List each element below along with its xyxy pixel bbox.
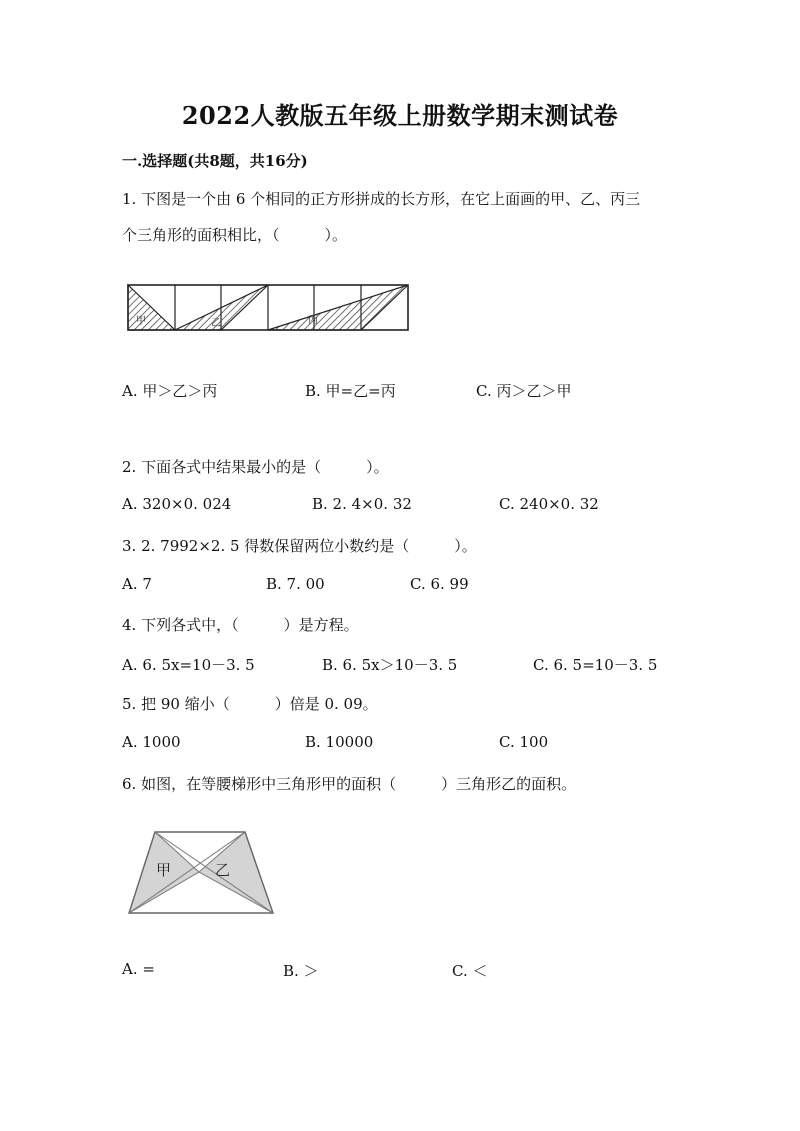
question-1-text-cont: 个三角形的面积相比，（ ）。	[122, 226, 348, 244]
question-2-text: 2. 下面各式中结果最小的是（ ）。	[122, 458, 389, 476]
q2-option-b[interactable]: B. 2. 4×0. 32	[312, 495, 412, 513]
q1-option-a[interactable]: A. 甲＞乙＞丙	[122, 382, 218, 400]
trapezoid-figure	[125, 828, 277, 916]
section-heading: 一.选择题(共8题，共16分)	[122, 152, 308, 170]
q2-option-c[interactable]: C. 240×0. 32	[499, 495, 599, 513]
q3-option-a[interactable]: A. 7	[122, 575, 152, 593]
figure-label-yi: 乙	[215, 861, 231, 879]
rectangle-figure	[126, 281, 412, 333]
question-1-text: 1. 下图是一个由 6 个相同的正方形拼成的长方形，在它上面画的甲、乙、丙三	[122, 190, 641, 208]
question-6-text: 6. 如图，在等腰梯形中三角形甲的面积（ ）三角形乙的面积。	[122, 775, 577, 793]
q3-option-b[interactable]: B. 7. 00	[266, 575, 325, 593]
q6-option-b[interactable]: B. ＞	[283, 962, 319, 980]
q2-option-a[interactable]: A. 320×0. 024	[122, 495, 232, 513]
triangle-bing	[268, 285, 408, 330]
question-5-text: 5. 把 90 缩小（ ）倍是 0. 09。	[122, 695, 378, 713]
q6-option-a[interactable]: A. =	[122, 960, 155, 978]
figure-label-jia: 甲	[156, 861, 172, 879]
q5-option-c[interactable]: C. 100	[499, 733, 549, 751]
question-4-text: 4. 下列各式中，（ ）是方程。	[122, 616, 359, 634]
q5-option-a[interactable]: A. 1000	[122, 733, 181, 751]
question-3-text: 3. 2. 7992×2. 5 得数保留两位小数约是（ ）。	[122, 537, 477, 555]
figure-label-yi: 乙	[211, 318, 221, 329]
q5-option-b[interactable]: B. 10000	[305, 733, 374, 751]
q3-option-c[interactable]: C. 6. 99	[410, 575, 469, 593]
page-title: 2022人教版五年级上册数学期末测试卷	[181, 101, 619, 130]
q1-option-c[interactable]: C. 丙＞乙＞甲	[476, 382, 572, 400]
q6-option-c[interactable]: C. ＜	[452, 962, 488, 980]
q4-option-b[interactable]: B. 6. 5x＞10－3. 5	[322, 656, 458, 674]
triangle-yi	[199, 832, 273, 913]
q4-option-c[interactable]: C. 6. 5=10－3. 5	[533, 656, 658, 674]
q1-option-b[interactable]: B. 甲=乙=丙	[305, 382, 396, 400]
q4-option-a[interactable]: A. 6. 5x=10－3. 5	[122, 656, 255, 674]
figure-label-jia: 甲	[136, 316, 146, 327]
figure-label-bing: 丙	[308, 315, 318, 326]
